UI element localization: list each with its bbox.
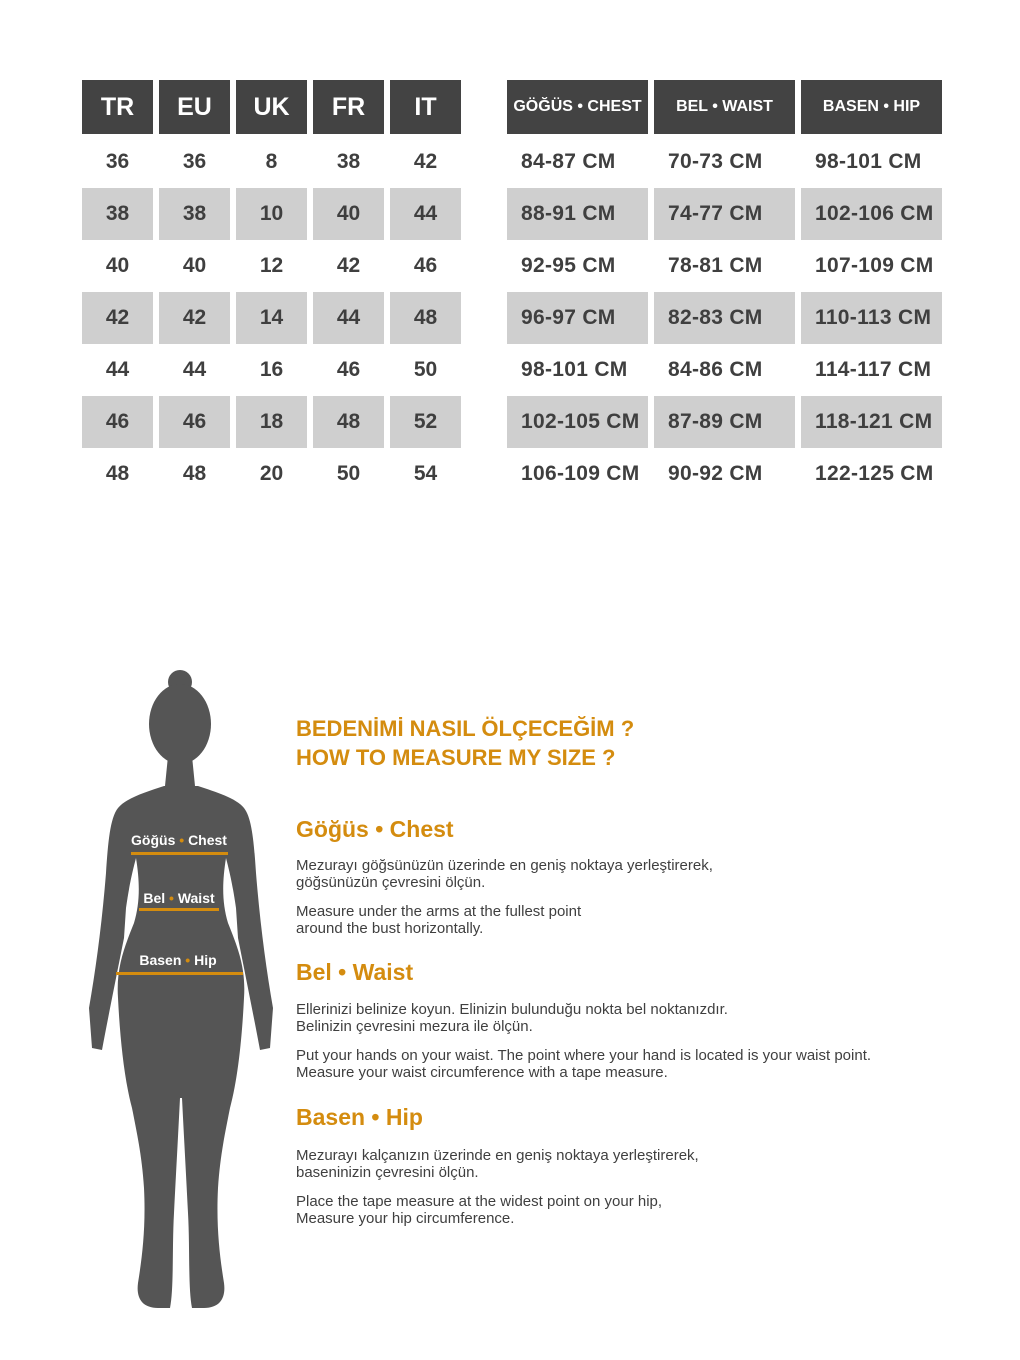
cell-chest: 96-97 CM [507,292,648,344]
cell-eu: 42 [159,292,230,344]
header-fr: FR [313,80,384,134]
cell-waist: 90-92 CM [668,462,763,485]
cell-waist: 87-89 CM [654,396,795,448]
cell-fr: 44 [313,292,384,344]
cell-tr: 46 [82,396,153,448]
chest-measure-line [131,852,228,855]
waist-instructions-turkish: Ellerinizi belinize koyun. Elinizin bulunduğu nokta bel noktanızdır. Belinizin çevresini mezura ile ölçün. [296,1001,728,1035]
table-row [82,292,461,344]
cell-fr: 42 [336,254,361,277]
size-table-header [82,80,461,134]
table-row [507,396,942,448]
table-row [507,344,942,396]
hip-label: Basen • Hip [139,952,217,968]
table-row [507,188,942,240]
cell-fr: 38 [336,150,361,173]
hip-instructions-english: Place the tape measure at the widest point on your hip, Measure your hip circumference. [296,1193,663,1227]
cell-waist: 82-83 CM [654,292,795,344]
cell-uk: 16 [259,358,284,381]
guide-title-english: HOW TO MEASURE MY SIZE ? [296,745,616,770]
cell-uk: 10 [236,188,307,240]
cell-tr: 42 [82,292,153,344]
hip-instructions-turkish: Mezurayı kalçanızın üzerinde en geniş noktaya yerleştirerek, baseninizin çevresini ölçün. [296,1147,699,1181]
chest-instructions-turkish: Mezurayı göğsünüzün üzerinde en geniş noktaya yerleştirerek, göğsünüzün çevresini ölçün. [296,857,713,891]
waist-instructions-english: Put your hands on your waist. The point where your hand is located is your waist point. Measure your waist circumference with a tape measure. [296,1047,872,1081]
cell-hip: 122-125 CM [815,462,934,485]
cell-eu: 48 [182,462,207,485]
table-row [82,240,461,292]
cell-uk: 12 [259,254,284,277]
waist-label: Bel • Waist [143,890,215,906]
cell-chest: 106-109 CM [521,462,640,485]
cell-chest: 92-95 CM [521,254,616,277]
chest-instructions-english: Measure under the arms at the fullest point around the bust horizontally. [296,903,582,937]
header-uk: UK [236,80,307,134]
cell-fr: 48 [313,396,384,448]
cell-eu: 40 [182,254,207,277]
woman-silhouette-icon [89,670,273,1308]
cell-waist: 74-77 CM [654,188,795,240]
cell-hip: 98-101 CM [815,150,922,173]
table-row [82,188,461,240]
table-row [82,396,461,448]
cell-waist: 70-73 CM [668,150,763,173]
cell-hip: 114-117 CM [815,358,932,381]
guide-title-turkish: BEDENİMİ NASIL ÖLÇECEĞİM ? [296,716,635,741]
cell-fr: 40 [313,188,384,240]
cell-it: 52 [390,396,461,448]
chest-label: Göğüs • Chest [131,832,227,848]
cell-tr: 40 [105,254,130,277]
cell-it: 46 [413,254,438,277]
cell-tr: 38 [82,188,153,240]
cell-fr: 46 [336,358,361,381]
header-eu: EU [159,80,230,134]
chest-section-title: Göğüs • Chest [296,816,454,842]
cell-tr: 48 [105,462,130,485]
table-row [507,448,942,500]
cell-fr: 50 [336,462,361,485]
measure-table-header [507,80,942,134]
cell-hip: 102-106 CM [801,188,942,240]
header-hip: BASEN • HIP [801,80,942,134]
cell-waist: 78-81 CM [668,254,763,277]
waist-section-title: Bel • Waist [296,959,414,985]
cell-uk: 20 [259,462,284,485]
waist-measure-line [139,908,219,911]
cell-eu: 44 [182,358,207,381]
table-row [507,292,942,344]
cell-eu: 38 [159,188,230,240]
cell-uk: 8 [265,150,278,173]
cell-uk: 14 [236,292,307,344]
cell-uk: 18 [236,396,307,448]
cell-hip: 118-121 CM [801,396,942,448]
cell-chest: 102-105 CM [507,396,648,448]
cell-it: 50 [413,358,438,381]
table-row [82,344,461,396]
cell-waist: 84-86 CM [668,358,763,381]
cell-it: 42 [413,150,438,173]
cell-it: 48 [390,292,461,344]
cell-chest: 98-101 CM [521,358,628,381]
cell-hip: 110-113 CM [801,292,942,344]
cell-chest: 88-91 CM [507,188,648,240]
hip-measure-line [116,972,243,975]
hip-section-title: Basen • Hip [296,1104,423,1130]
cell-hip: 107-109 CM [815,254,934,277]
header-it: IT [390,80,461,134]
table-row [82,448,461,500]
table-row [82,136,461,188]
header-waist: BEL • WAIST [654,80,795,134]
table-row [507,136,942,188]
table-row [507,240,942,292]
size-conversion-table [82,80,461,500]
cell-chest: 84-87 CM [521,150,616,173]
header-chest: GÖĞÜS • CHEST [507,80,648,134]
header-tr: TR [82,80,153,134]
body-silhouette-figure [86,668,276,1320]
cell-it: 54 [413,462,438,485]
cell-tr: 44 [105,358,130,381]
cell-tr: 36 [105,150,130,173]
cell-it: 44 [390,188,461,240]
body-measurement-table [507,80,942,500]
cell-eu: 36 [182,150,207,173]
cell-eu: 46 [159,396,230,448]
